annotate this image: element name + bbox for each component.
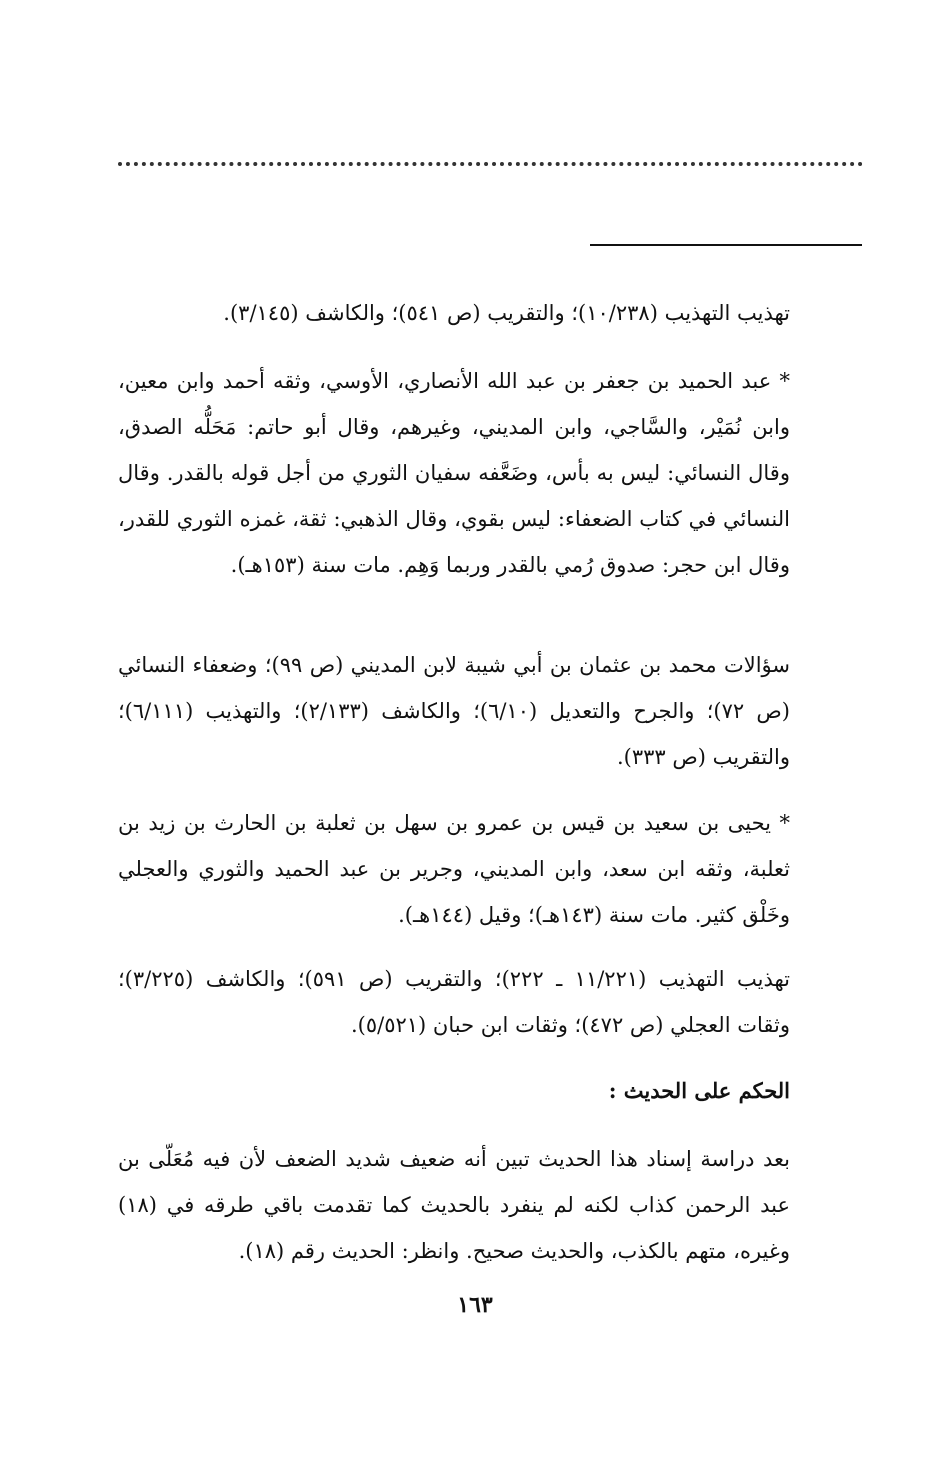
biography-abd-al-hamid: * عبد الحميد بن جعفر بن عبد الله الأنصاري، الأوسي، وثقه أحمد وابن معين، وابن نُمَيْر، والسَّاجي، وابن المديني، وغيرهم، وقال أبو حاتم: مَحَلُّه الصدق، وقال النسائي: ليس به بأس، وضَعَّفه سفيان الثوري من أجل قوله بالقدر. وقال النسائي في كتاب الضعفاء: ليس بقوي، وقال الذهبي: ثقة، غمزه الثوري للقدر، وقال ابن حجر: صدوق رُمي بالقدر وربما وَهِم. مات سنة (١٥٣هـ).: [118, 369, 790, 577]
reference-tahdhib-145: تهذيب التهذيب (١٠/٢٣٨)؛ والتقريب (ص ٥٤١)؛ والكاشف (٣/١٤٥).: [223, 301, 790, 325]
hadith-ruling-text: بعد دراسة إسناد هذا الحديث تبين أنه ضعيف شديد الضعف لأن فيه مُعَلّى بن عبد الرحمن كذاب لكنه لم ينفرد بالحديث كما تقدمت باقي طرقه في (١٨) وغيره، متهم بالكذب، والحديث صحيح. وانظر: الحديث رقم (١٨).: [118, 1147, 790, 1263]
section-heading-hadith-ruling: الحكم على الحديث :: [608, 1078, 790, 1103]
references-yahya-ibn-said: تهذيب التهذيب (١١/٢٢١ ـ ٢٢٢)؛ والتقريب (ص ٥٩١)؛ والكاشف (٣/٢٢٥)؛ وثقات العجلي (ص ٤٧٢)؛ وثقات ابن حبان (٥/٥٢١).: [118, 967, 790, 1037]
references-abd-al-hamid: سؤالات محمد بن عثمان بن أبي شيبة لابن المديني (ص ٩٩)؛ وضعفاء النسائي (ص ٧٢)؛ والجرح والتعديل (٦/١٠)؛ والكاشف (٢/١٣٣)؛ والتهذيب (٦/١١١)؛ والتقريب (ص ٣٣٣).: [118, 653, 790, 769]
footnote-rule: [590, 244, 862, 246]
biography-yahya-ibn-said: * يحيى بن سعيد بن قيس بن عمرو بن سهل بن ثعلبة بن الحارث بن زيد بن ثعلبة، وثقه ابن سعد، وابن المديني، وجرير بن عبد الحميد والثوري والعجلي وخَلْق كثير. مات سنة (١٤٣هـ)؛ وقيل (١٤٤هـ).: [118, 811, 790, 927]
page-number: ١٦٣: [457, 1292, 493, 1318]
dotted-separator: [118, 162, 863, 178]
